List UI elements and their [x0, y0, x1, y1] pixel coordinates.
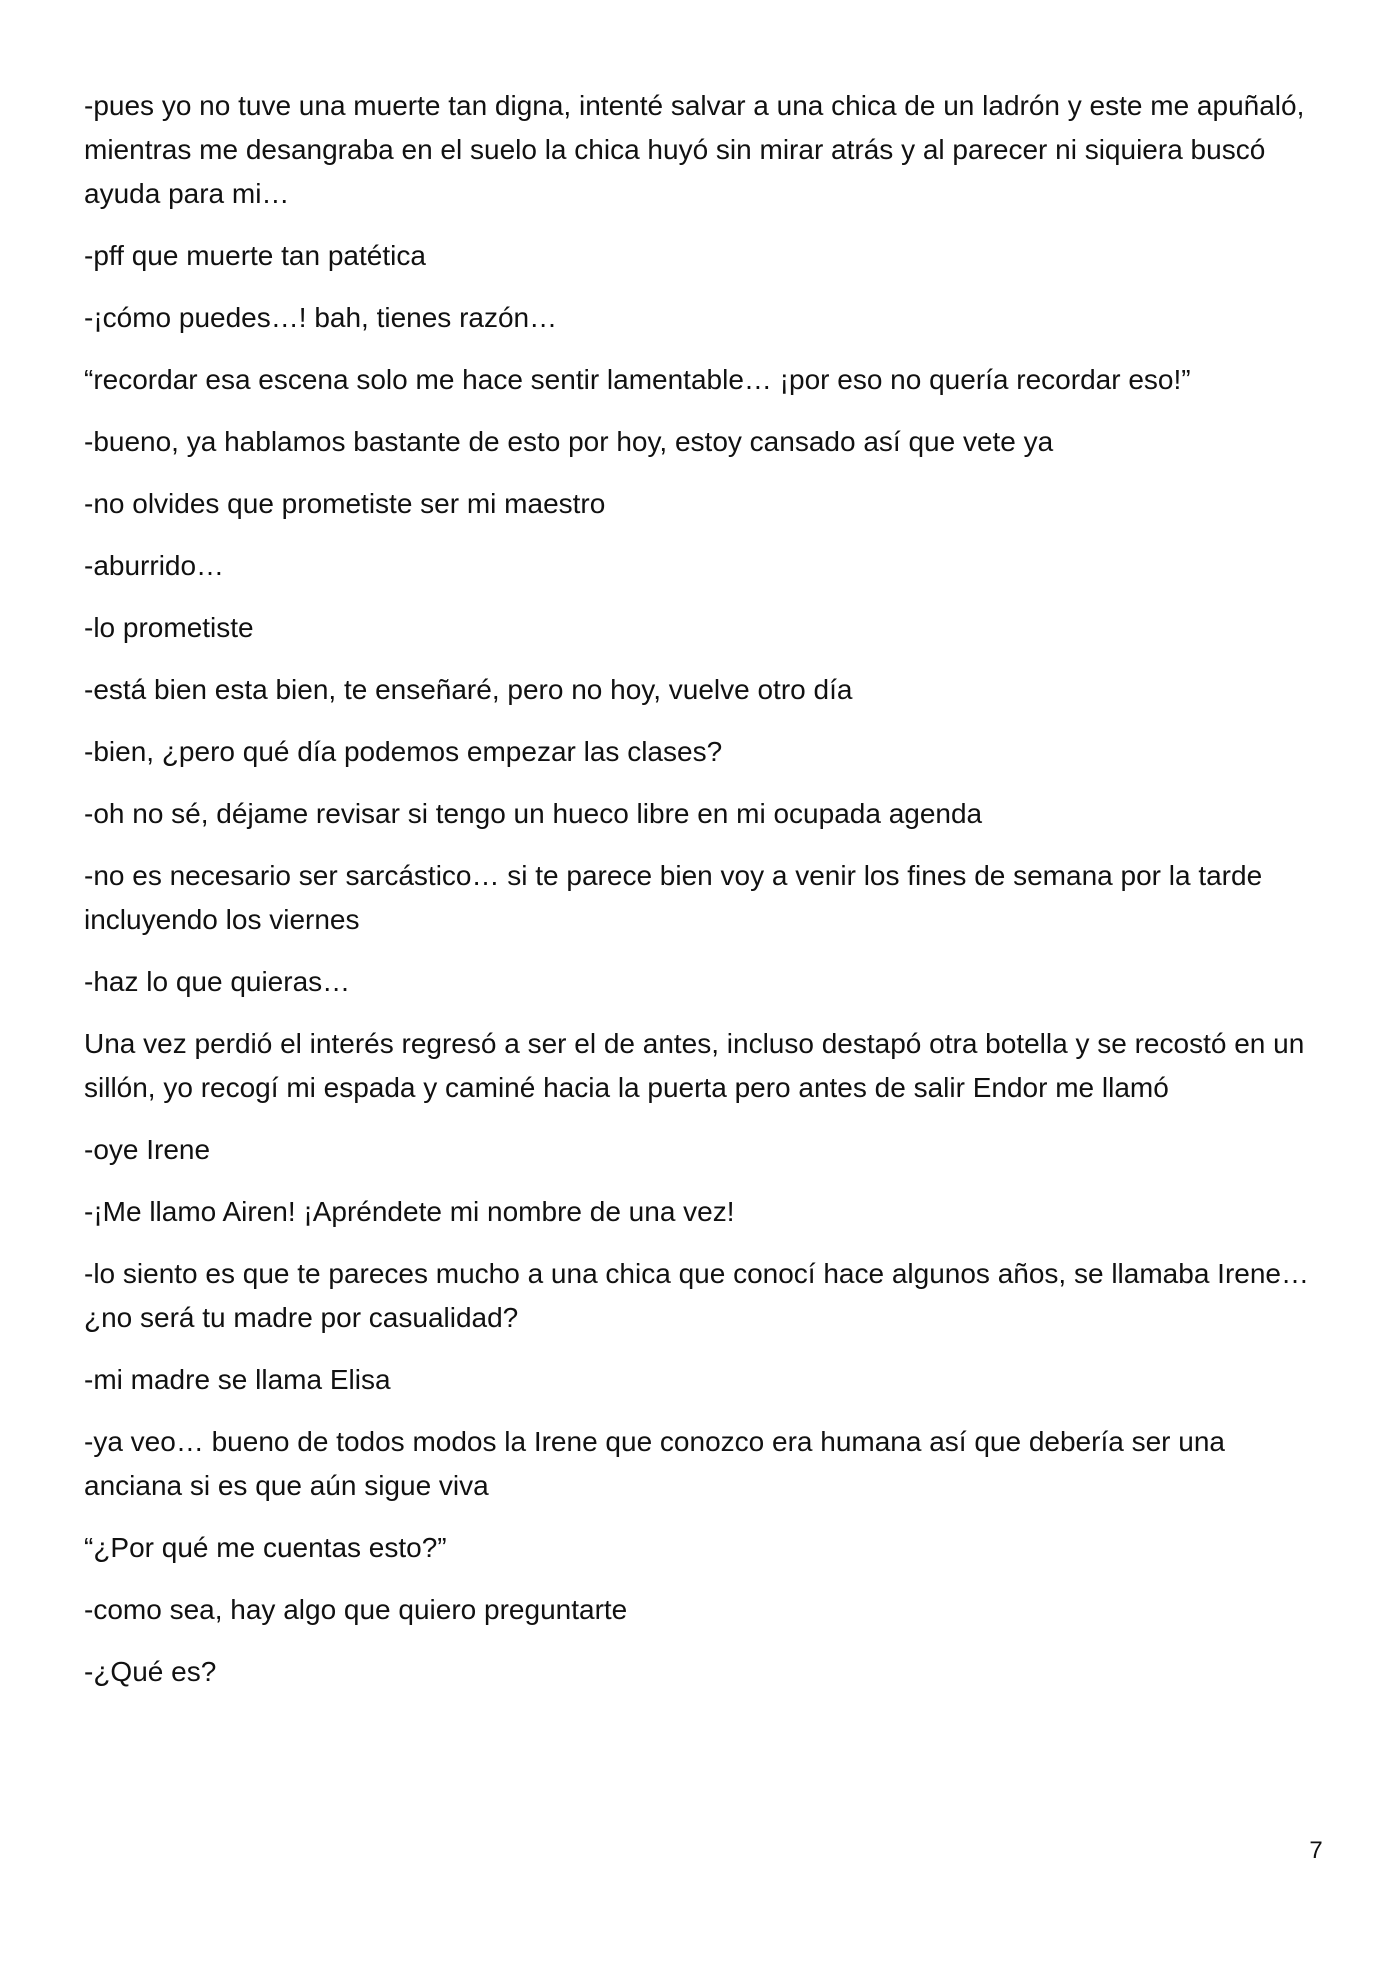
paragraph: -bueno, ya hablamos bastante de esto por hoy, estoy cansado así que vete ya [84, 426, 1054, 457]
paragraph: “recordar esa escena solo me hace sentir lamentable… ¡por eso no quería recordar eso!” [84, 364, 1191, 395]
paragraph: -lo prometiste [84, 612, 254, 643]
paragraph: -bien, ¿pero qué día podemos empezar las clases? [84, 736, 723, 767]
paragraph: -está bien esta bien, te enseñaré, pero no hoy, vuelve otro día [84, 674, 853, 705]
paragraph: -oh no sé, déjame revisar si tengo un hueco libre en mi ocupada agenda [84, 798, 983, 829]
paragraph: -no es necesario ser sarcástico… si te parece bien voy a venir los fines de semana por la tarde incluyendo los viernes [84, 860, 1263, 935]
paragraph: -lo siento es que te pareces mucho a una chica que conocí hace algunos años, se llamaba Irene… ¿no será tu madre por casualidad? [84, 1258, 1309, 1333]
paragraph: -¡cómo puedes…! bah, tienes razón… [84, 302, 558, 333]
paragraph: -¡Me llamo Airen! ¡Apréndete mi nombre de una vez! [84, 1196, 735, 1227]
paragraph: -oye Irene [84, 1134, 211, 1165]
paragraph: -haz lo que quieras… [84, 966, 351, 997]
paragraph: -¿Qué es? [84, 1656, 217, 1687]
page-body [84, 84, 1320, 1712]
paragraph: “¿Por qué me cuentas esto?” [84, 1532, 447, 1563]
paragraph: -no olvides que prometiste ser mi maestro [84, 488, 606, 519]
paragraph: -aburrido… [84, 550, 225, 581]
paragraph: Una vez perdió el interés regresó a ser el de antes, incluso destapó otra botella y se recostó en un sillón, yo recogí mi espada y caminé hacia la puerta pero antes de salir Endor me llamó [84, 1028, 1305, 1103]
paragraph: -ya veo… bueno de todos modos la Irene que conozco era humana así que debería ser una anciana si es que aún sigue viva [84, 1426, 1225, 1501]
paragraph: -pff que muerte tan patética [84, 240, 426, 271]
paragraph: -mi madre se llama Elisa [84, 1364, 391, 1395]
paragraph: -pues yo no tuve una muerte tan digna, intenté salvar a una chica de un ladrón y este me apuñaló, mientras me desangraba en el suelo la chica huyó sin mirar atrás y al parecer ni siquiera buscó ayuda para mi… [84, 90, 1305, 209]
page-number: 7 [1309, 1837, 1323, 1864]
paragraph: -como sea, hay algo que quiero preguntarte [84, 1594, 628, 1625]
